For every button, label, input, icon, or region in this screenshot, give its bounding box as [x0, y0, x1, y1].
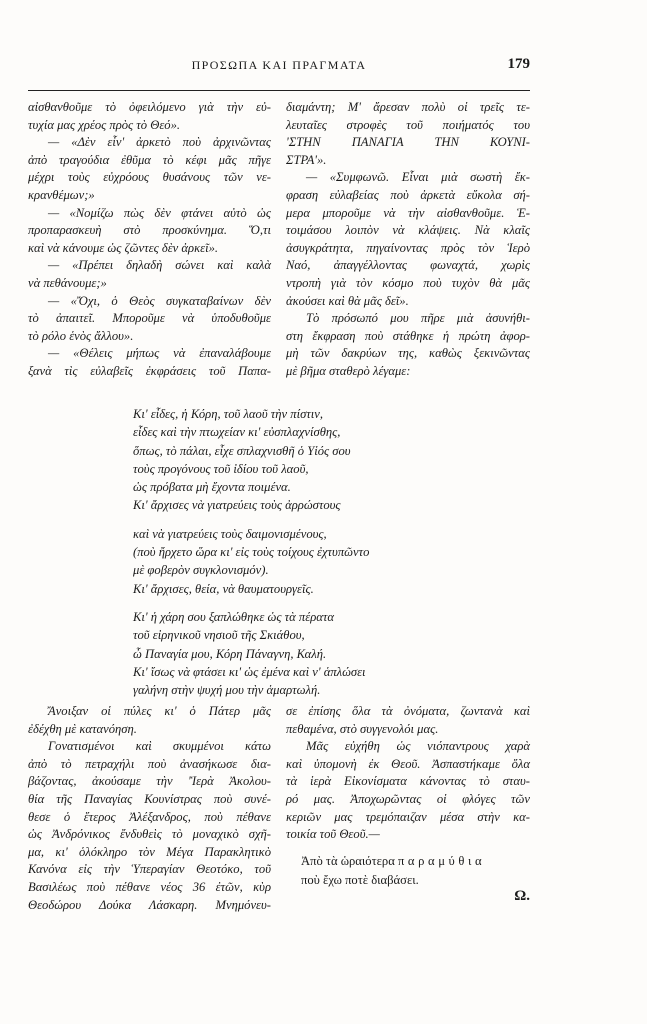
text-line: Ναό, ἀπαγγέλλοντας φωναχτά, χωρὶς [286, 258, 530, 273]
text-line: — «Πρέπει δηλαδὴ σώνει καὶ καλὰ [48, 258, 271, 273]
poem-line: καὶ νὰ γιατρεύεις τοὺς δαιμονισμένους, [133, 526, 327, 541]
running-title: ΠΡΟΣΩΠΑ ΚΑΙ ΠΡΑΓΜΑΤΑ [191, 58, 367, 72]
text-line: μα, κι' ὁλόκληρο τὸν Μέγα Παρακλητικὸ [28, 844, 271, 859]
text-line: — «Συμφωνῶ. Εἶναι μιὰ σωστὴ ἔκ- [306, 170, 530, 185]
source-note [301, 852, 531, 890]
poem-line: τοὺς προγόνους τοῦ ἰδίου τοῦ λαοῦ, [133, 461, 309, 476]
text-line: λευταῖες στροφὲς τοῦ ποιήματός του [286, 117, 530, 132]
text-line: μερα μποροῦμε νὰ τὴν αἰσθανθοῦμε. Ἑ- [286, 205, 530, 220]
text-line: καὶ νὰ κάνουμε ὡς ζῶντες δὲν ἀρκεῖ». [28, 240, 219, 255]
text-line: κρανθέμων;» [28, 187, 95, 202]
text-line: θία τῆς Παναγίας Κουνίστρας ποὺ συνέ- [28, 791, 271, 806]
poem-line: ὅπως, τὸ πάλαι, εἶχε σπλαχνισθῆ ὁ Υἱός σου [133, 443, 351, 458]
text-line: ἀσυγκράτητα, πηγαίνοντας πρὸς τὸν Ἱερὸ [286, 240, 530, 255]
poem-line: μὲ φοβερὸν συγκλονισμόν). [133, 563, 269, 578]
text-line: μὲ βῆμα σταθερὸ λέγαμε: [286, 363, 411, 378]
right-column-top [286, 99, 530, 381]
text-line: Βασιλέως ποὺ πέθανε νέος 36 ἐτῶν, κὺρ [28, 879, 271, 894]
poem-stanza [133, 405, 463, 515]
text-line: μὴ τῶν δακρύων της, καθὼς ξεκινῶντας [286, 346, 530, 361]
text-line: Γονατισμένοι καὶ σκυμμένοι κάτω [48, 739, 271, 754]
text-line: μέχρι τοὺς εὐχρόους θυσάνους τῶν νε- [28, 170, 271, 185]
text-line: τοικία τοῦ Θεοῦ.— [286, 827, 380, 842]
text-line: Μᾶς εὐχήθη ὡς νιόπαντρους χαρὰ [306, 739, 530, 754]
poem-block [133, 405, 463, 709]
text-line: ἀπὸ τραγούδια ἐθῦμα τὸ κέφι μᾶς πῆγε [28, 152, 271, 167]
source-spaced-word: παραμύθια [397, 854, 486, 868]
left-column-bottom [28, 703, 271, 914]
text-line: ΣΤΡΑ'». [286, 152, 327, 167]
text-line: διαμάντη; Μ' ἄρεσαν πολὺ οἱ τρεῖς τε- [286, 100, 530, 114]
text-line: Κανόνα εἰς τὴν Ὑπεραγίαν Θεοτόκο, τοῦ [28, 862, 271, 877]
text-line: κεριῶν μας τρεμόπαιζαν μέσα στὴν κα- [286, 809, 530, 824]
text-line: ρό μας. Ἀποχωρῶντας οἱ φλόγες τῶν [286, 791, 530, 806]
text-line: τὸ ἀπαιτεῖ. Μποροῦμε νὰ ὑποδυθοῦμε [28, 311, 271, 326]
text-line: — «Νομίζω πὼς δὲν φτάνει αὐτὸ ὡς [48, 205, 271, 220]
page-number: 179 [507, 56, 530, 72]
poem-line: Κι' ἄρχισες νὰ γιατρεύεις τοὺς ἀρρώστους [133, 498, 341, 513]
poem-stanza [133, 525, 463, 598]
text-line: ντροπὴ γιὰ τὸν κόσμο ποὺ τυχὸν θὰ μᾶς [286, 275, 530, 290]
poem-line: γαλήνη στὴν ψυχή μου τὴν ἁμαρτωλή. [133, 683, 321, 698]
poem-line: ὦ Παναγία μου, Κόρη Πάναγνη, Καλή. [133, 646, 327, 661]
text-line: ἀπὸ τὸ πετραχήλι ποὺ ἀνασήκωσε δια- [28, 756, 271, 771]
text-line: στη ἔκφραση ποὺ στάθηκε ἡ πρώτη ἀφορ- [286, 328, 530, 343]
poem-line: Κι' ἡ χάρη σου ξαπλώθηκε ὡς τὰ πέρατα [133, 609, 334, 624]
text-line: καὶ ὑπομονὴ ἐκ Θεοῦ. Ἀσπαστήκαμε ὅλα [286, 756, 530, 771]
left-column-top [28, 99, 271, 381]
text-line: Ἄνοιξαν οἱ πύλες κι' ὁ Πάτερ μᾶς [48, 704, 271, 718]
poem-line: Κι' ἴσως νὰ φτάσει κι' ὡς ἐμένα καὶ ν' ἁπλώσει [133, 664, 366, 679]
source-prefix: Ἀπὸ τὰ ὡραιότερα [301, 854, 395, 868]
text-line: — «Δὲν εἶν' ἀρκετὸ ποὺ ἀρχινῶντας [48, 135, 271, 150]
text-line: Τὸ πρόσωπό μου πῆρε μιὰ ἀσυνήθι- [306, 311, 530, 326]
text-line: τὰ ἱερὰ Εἰκονίσματα κάνοντας τὸ σταυ- [286, 774, 530, 789]
text-line: ἐδέχθη μὲ κατανόηση. [28, 721, 137, 736]
poem-line: ὡς πρόβατα μὴ ἔχοντα ποιμένα. [133, 480, 291, 495]
poem-line: τοῦ εἰρηνικοῦ νησιοῦ τῆς Σκιάθου, [133, 628, 305, 643]
text-line: 'ΣΤΗΝ ΠΑΝΑΓΙΑ ΤΗΝ ΚΟΥΝΙ- [286, 135, 530, 150]
text-line: τοιμάσου λοιπὸν νὰ κλάψεις. Νὰ κλαῖς [286, 223, 530, 238]
poem-line: Κι' εἶδες, ἡ Κόρη, τοῦ λαοῦ τὴν πίστιν, [133, 407, 324, 421]
text-line: πεθαμένα, στὸ συγγενολόι μας. [286, 721, 439, 736]
text-line: ἀκούσει καὶ θὰ μᾶς δεῖ». [286, 293, 409, 308]
running-head [28, 58, 530, 76]
text-line: — «Θέλεις μήπως νὰ ἐπαναλάβουμε [48, 346, 271, 361]
text-line: βάζοντας, ἀκούσαμε τὴν 'Ἱερὰ Ἀκολου- [28, 774, 271, 789]
text-line: τυχία μας χρέος πρὸς τὸ Θεό». [28, 117, 181, 132]
text-line: Θεοδώρου Δούκα Λάσκαρη. Μνημόνευ- [28, 897, 271, 912]
text-line: φραση εὐλαβείας ποὺ ἀρκετὰ εὔκολα σή- [286, 187, 530, 202]
right-column-bottom [286, 703, 530, 844]
text-line: θεσε ὁ ἕτερος Ἀλέξανδρος, ποὺ πέθανε [28, 809, 271, 824]
text-line: ὡς Ἀνδρόνικος ἔνδυθεὶς τὸ μοναχικὸ σχῆ- [28, 827, 271, 842]
text-line: προπαρασκευὴ στὸ προσκύνημα. Ὅ,τι [28, 223, 271, 238]
source-line2: ποὺ ἔχω ποτὲ διαβάσει. [301, 873, 419, 887]
poem-line: Κι' ἄρχισες, θεία, νὰ θαυματουργεῖς. [133, 581, 314, 596]
text-line: ξανὰ τὶς εὐλαβεῖς ἐκφράσεις τοῦ Παπα- [28, 363, 271, 378]
author-signature: Ω. [514, 888, 530, 904]
text-line: σε ἐπίσης ὅλα τὰ ὀνόματα, ζωντανὰ καὶ [286, 704, 530, 718]
poem-stanza [133, 608, 463, 699]
header-rule [28, 90, 530, 91]
poem-line: εἶδες καὶ τὴν πτωχείαν κι' εὐσπλαχνίσθης, [133, 425, 341, 440]
text-line: αἰσθανθοῦμε τὸ ὀφειλόμενο γιὰ τὴν εὐ- [28, 100, 271, 114]
poem-line: (ποὺ ἤρχετο ὥρα κι' εἰς τοὺς τοίχους ἐχτυπῶντο [133, 545, 370, 560]
text-line: — «Ὄχι, ὁ Θεὸς συγκαταβαίνων δὲν [48, 293, 271, 308]
text-line: νὰ πεθάνουμε;» [28, 275, 107, 290]
text-line: τὸ ρόλο ἑνὸς ἄλλου». [28, 328, 134, 343]
